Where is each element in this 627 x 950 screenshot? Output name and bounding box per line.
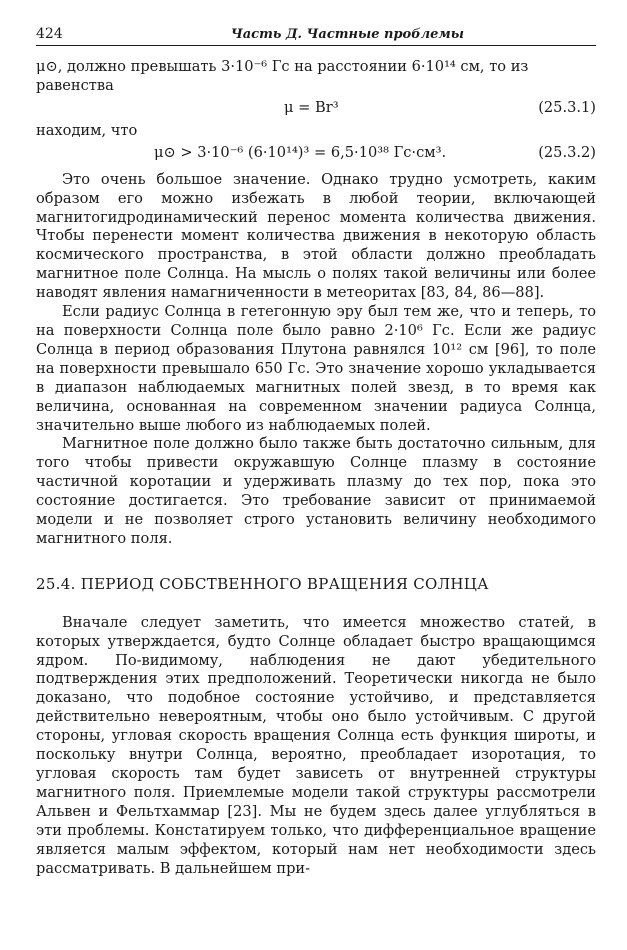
intro-line-1: μ⊙, должно превышать 3·10⁻⁶ Гс на расстоянии 6·10¹⁴ см, то из [36,58,529,75]
equation-formula: μ⊙ > 3·10⁻⁶ (6·10¹⁴)³ = 6,5·10³⁸ Гс·см³. [154,143,447,161]
find-text: находим, что [36,121,138,139]
paragraph: Это очень большое значение. Однако трудно усмотреть, каким образом его можно избежать в любой теории, включающей магнитогидродинамический перенос момента количества движения. Чтобы перенести момент количества движения в некоторую область космического пространства, в этой области должно преобладать магнитное поле Солнца. На мысль о полях такой величины или более наводят явления намагниченности в метеоритах [83, 84, 86—88]. [36,170,596,302]
equation-number: (25.3.1) [538,98,596,116]
intro-line-2: равенства [36,76,114,94]
equation-formula: μ = Br³ [284,98,339,116]
equation-25-3-1 [36,96,596,122]
body-text [36,58,596,878]
section-heading: 25.4. ПЕРИОД СОБСТВЕННОГО ВРАЩЕНИЯ СОЛНЦА [36,574,489,593]
running-title: Часть Д. Частные проблемы [230,27,464,42]
page-number: 424 [36,26,63,42]
intro-block [36,58,596,96]
equation-number: (25.3.2) [538,143,596,161]
book-page [36,26,596,878]
running-header [36,26,596,46]
paragraph: Магнитное поле должно было также быть достаточно сильным, для того чтобы привести окружавшую Солнце плазму в состояние частичной коротации и удерживать плазму до тех пор, пока это состояние достигается. Это требование зависит от принимаемой модели и не позволяет строго установить величину необходимого магнитного поля. [36,435,596,547]
paragraph: Вначале следует заметить, что имеется множество статей, в которых утверждается, будто Солнце обладает быстро вращающимся ядром. По-видимому, наблюдения не дают убедительного подтверждения этих предположений. Теоретически никогда не было доказано, что подобное состояние устойчиво, и представляется действительно невероятным, чтобы оно было устойчивым. С другой стороны, угловая скорость вращения Солнца есть функция широты, и поскольку внутри Солнца, вероятно, преобладает изоротация, то угловая скорость там будет зависеть от внутренней структуры магнитного поля. Приемлемые модели такой структуры рассмотрели Альвен и Фельтхаммар [23]. Мы не будем здесь далее углубляться в эти проблемы. Констатируем только, что дифференциальное вращение является малым эффектом, который нам нет необходимости здесь рассматривать. В дальнейшем при- [36,613,596,877]
equation-25-3-2 [36,141,596,167]
paragraph: Если радиус Солнца в гетегонную эру был тем же, что и теперь, то на поверхности Солнца поле было равно 2·10⁶ Гс. Если же радиус Солнца в период образования Плутона равнялся 10¹² см [96], то поле на поверхности превышало 650 Гс. Это значение хорошо укладывается в диапазон наблюдаемых магнитных полей звезд, в то время как величина, основанная на современном значении радиуса Солнца, значительно выше любого из наблюдаемых полей. [36,303,596,434]
